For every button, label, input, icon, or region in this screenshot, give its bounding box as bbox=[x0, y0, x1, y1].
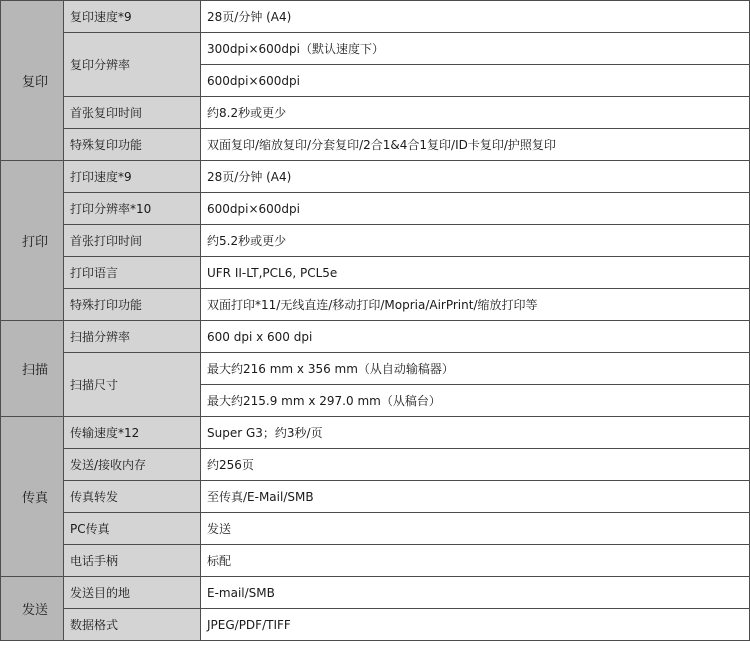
spec-label: PC传真 bbox=[64, 513, 201, 545]
spec-row bbox=[1, 193, 750, 225]
spec-label: 传输速度*12 bbox=[64, 417, 201, 449]
spec-label: 首张复印时间 bbox=[64, 97, 201, 129]
spec-label: 复印速度*9 bbox=[64, 1, 201, 33]
spec-label: 打印语言 bbox=[64, 257, 201, 289]
category-cell: 发送 bbox=[1, 577, 64, 641]
spec-row bbox=[1, 289, 750, 321]
spec-value: 300dpi×600dpi（默认速度下） bbox=[201, 33, 750, 65]
spec-value: 约8.2秒或更少 bbox=[201, 97, 750, 129]
spec-row bbox=[1, 97, 750, 129]
spec-label: 电话手柄 bbox=[64, 545, 201, 577]
spec-value: 28页/分钟 (A4) bbox=[201, 1, 750, 33]
spec-value: 标配 bbox=[201, 545, 750, 577]
spec-value: 双面复印/缩放复印/分套复印/2合1&4合1复印/ID卡复印/护照复印 bbox=[201, 129, 750, 161]
spec-label: 首张打印时间 bbox=[64, 225, 201, 257]
spec-label: 扫描分辨率 bbox=[64, 321, 201, 353]
spec-label: 打印分辨率*10 bbox=[64, 193, 201, 225]
spec-value: Super G3；约3秒/页 bbox=[201, 417, 750, 449]
spec-label: 发送/接收内存 bbox=[64, 449, 201, 481]
spec-row bbox=[1, 1, 750, 33]
spec-row bbox=[1, 609, 750, 641]
spec-value: 至传真/E-Mail/SMB bbox=[201, 481, 750, 513]
spec-row bbox=[1, 161, 750, 193]
spec-value: 双面打印*11/无线直连/移动打印/Mopria/AirPrint/缩放打印等 bbox=[201, 289, 750, 321]
spec-row bbox=[1, 481, 750, 513]
spec-row bbox=[1, 225, 750, 257]
spec-row bbox=[1, 513, 750, 545]
spec-row bbox=[1, 353, 750, 385]
spec-row bbox=[1, 417, 750, 449]
spec-value: 600 dpi x 600 dpi bbox=[201, 321, 750, 353]
spec-label: 特殊打印功能 bbox=[64, 289, 201, 321]
spec-label: 特殊复印功能 bbox=[64, 129, 201, 161]
spec-value: E-mail/SMB bbox=[201, 577, 750, 609]
spec-label: 发送目的地 bbox=[64, 577, 201, 609]
spec-row bbox=[1, 577, 750, 609]
category-cell: 复印 bbox=[1, 1, 64, 161]
spec-value: JPEG/PDF/TIFF bbox=[201, 609, 750, 641]
spec-row bbox=[1, 33, 750, 65]
spec-row bbox=[1, 257, 750, 289]
spec-label: 复印分辨率 bbox=[64, 33, 201, 97]
spec-value: 约5.2秒或更少 bbox=[201, 225, 750, 257]
spec-value: 600dpi×600dpi bbox=[201, 65, 750, 97]
category-cell: 扫描 bbox=[1, 321, 64, 417]
spec-value: 约256页 bbox=[201, 449, 750, 481]
spec-value: 28页/分钟 (A4) bbox=[201, 161, 750, 193]
spec-value: 最大约215.9 mm x 297.0 mm（从稿台） bbox=[201, 385, 750, 417]
spec-value: UFR II-LT,PCL6, PCL5e bbox=[201, 257, 750, 289]
spec-row bbox=[1, 545, 750, 577]
spec-row bbox=[1, 321, 750, 353]
spec-row bbox=[1, 449, 750, 481]
spec-value: 发送 bbox=[201, 513, 750, 545]
spec-label: 扫描尺寸 bbox=[64, 353, 201, 417]
spec-label: 传真转发 bbox=[64, 481, 201, 513]
spec-label: 数据格式 bbox=[64, 609, 201, 641]
category-cell: 打印 bbox=[1, 161, 64, 321]
spec-value: 600dpi×600dpi bbox=[201, 193, 750, 225]
spec-value: 最大约216 mm x 356 mm（从自动输稿器） bbox=[201, 353, 750, 385]
category-cell: 传真 bbox=[1, 417, 64, 577]
spec-label: 打印速度*9 bbox=[64, 161, 201, 193]
spec-row bbox=[1, 129, 750, 161]
